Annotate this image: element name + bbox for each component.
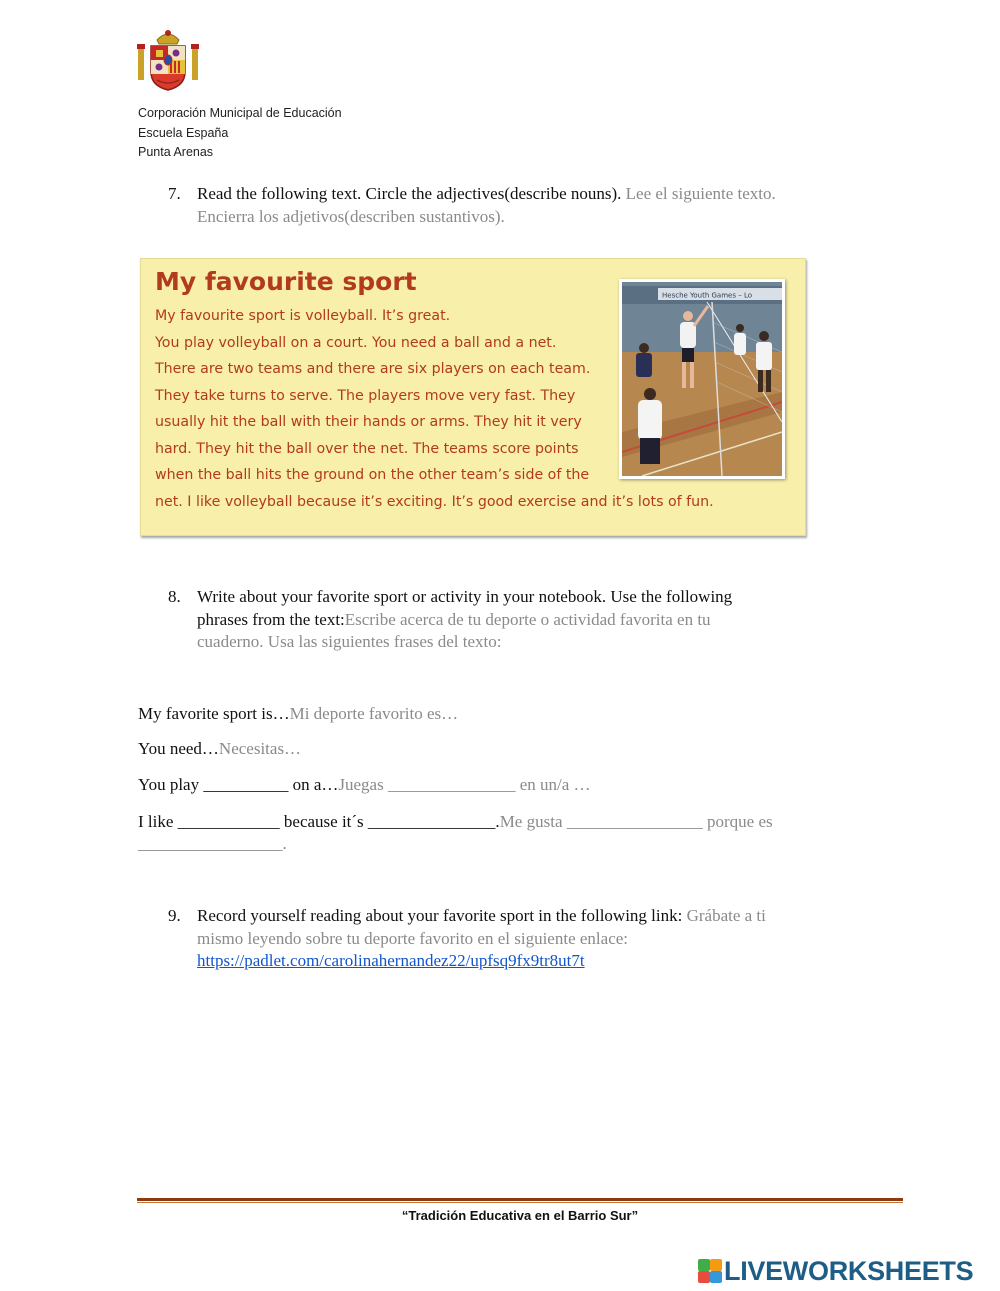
phrase-en: You need… bbox=[138, 739, 219, 758]
question-7 bbox=[168, 183, 908, 228]
phrase-es: Mi deporte favorito es… bbox=[289, 704, 459, 723]
reading-line: You play volleyball on a court. You need a ball and a net. bbox=[155, 334, 557, 351]
question-8 bbox=[168, 586, 908, 654]
reading-title: My favourite sport bbox=[155, 267, 417, 296]
reading-line: There are two teams and there are six players on each team. bbox=[155, 361, 591, 377]
footer-divider-thin bbox=[137, 1202, 903, 1203]
phrase-i-like-continuation: _________________. bbox=[138, 834, 287, 853]
reading-line: hard. They hit the ball over the net. The teams score points bbox=[155, 440, 579, 457]
reading-card bbox=[140, 258, 806, 536]
liveworksheets-brand bbox=[698, 1256, 973, 1286]
footer-motto: “Tradición Educativa en el Barrio Sur” bbox=[401, 1208, 639, 1223]
question-7-instruction-en: Read the following text. Circle the adjectives(describe nouns). bbox=[197, 184, 622, 203]
question-8-instruction-es-part2: cuaderno. Usa las siguientes frases del texto: bbox=[197, 632, 502, 651]
phrase-en: You play __________ on a… bbox=[138, 775, 339, 794]
reading-line: when the ball hits the ground on the other team’s side of the bbox=[155, 467, 590, 483]
phrase-en: My favorite sport is… bbox=[138, 704, 290, 723]
org-line-corporation: Corporación Municipal de Educación bbox=[138, 106, 342, 120]
phrase-es: Necesitas… bbox=[218, 739, 302, 758]
footer-divider bbox=[137, 1198, 903, 1201]
liveworksheets-wordmark: LIVEWORKSHEETS bbox=[724, 1255, 974, 1286]
reading-line: My favourite sport is volleyball. It’s great. bbox=[155, 308, 451, 324]
question-8-instruction-es-part1: Escribe acerca de tu deporte o actividad favorita en tu bbox=[344, 609, 711, 629]
question-8-instruction-en-part2: phrases from the text: bbox=[197, 609, 345, 629]
reading-text bbox=[155, 303, 714, 515]
phrase-es: Juegas _______________ en un/a … bbox=[338, 775, 591, 794]
org-line-city: Punta Arenas bbox=[138, 145, 214, 159]
question-7-instruction-es-part2: Encierra los adjetivos(describen sustantivos). bbox=[197, 206, 505, 226]
question-number: 9. bbox=[168, 906, 181, 925]
question-number: 7. bbox=[168, 184, 181, 203]
photo-banner-text: Hesche Youth Games – Lo bbox=[662, 291, 753, 300]
organization-header bbox=[138, 104, 342, 163]
question-7-instruction-es-part1: Lee el siguiente texto. bbox=[625, 184, 776, 203]
spain-coat-of-arms-icon bbox=[137, 28, 199, 92]
reading-line: net. I like volleyball because it’s exciting. It’s good exercise and it’s lots of fun. bbox=[155, 493, 714, 510]
phrase-you-need bbox=[138, 738, 301, 760]
org-line-school: Escuela España bbox=[138, 125, 229, 140]
question-number: 8. bbox=[168, 587, 181, 606]
question-9-instruction-es-part1: Grábate a ti bbox=[686, 906, 766, 925]
phrase-i-like bbox=[138, 811, 773, 833]
phrase-es: Me gusta ________________ porque es bbox=[499, 812, 773, 831]
question-9 bbox=[168, 905, 908, 973]
question-9-instruction-es-part2: mismo leyendo sobre tu deporte favorito en el siguiente enlace: bbox=[197, 928, 629, 948]
phrase-favorite-sport bbox=[138, 703, 458, 725]
question-8-instruction-en-part1: Write about your favorite sport or activity in your notebook. Use the following bbox=[197, 587, 733, 606]
question-9-instruction-en: Record yourself reading about your favorite sport in the following link: bbox=[197, 906, 683, 925]
phrase-en: I like ____________ because it´s _______________. bbox=[138, 812, 500, 831]
volleyball-photo bbox=[619, 279, 785, 479]
reading-line: They take turns to serve. The players move very fast. They bbox=[155, 387, 576, 404]
reading-line: usually hit the ball with their hands or arms. They hit it very bbox=[155, 414, 582, 430]
liveworksheets-logo-icon bbox=[698, 1259, 722, 1283]
phrase-you-play bbox=[138, 774, 591, 796]
padlet-link[interactable]: https://padlet.com/carolinahernandez22/upfsq9fx9tr8ut7t bbox=[197, 951, 585, 970]
